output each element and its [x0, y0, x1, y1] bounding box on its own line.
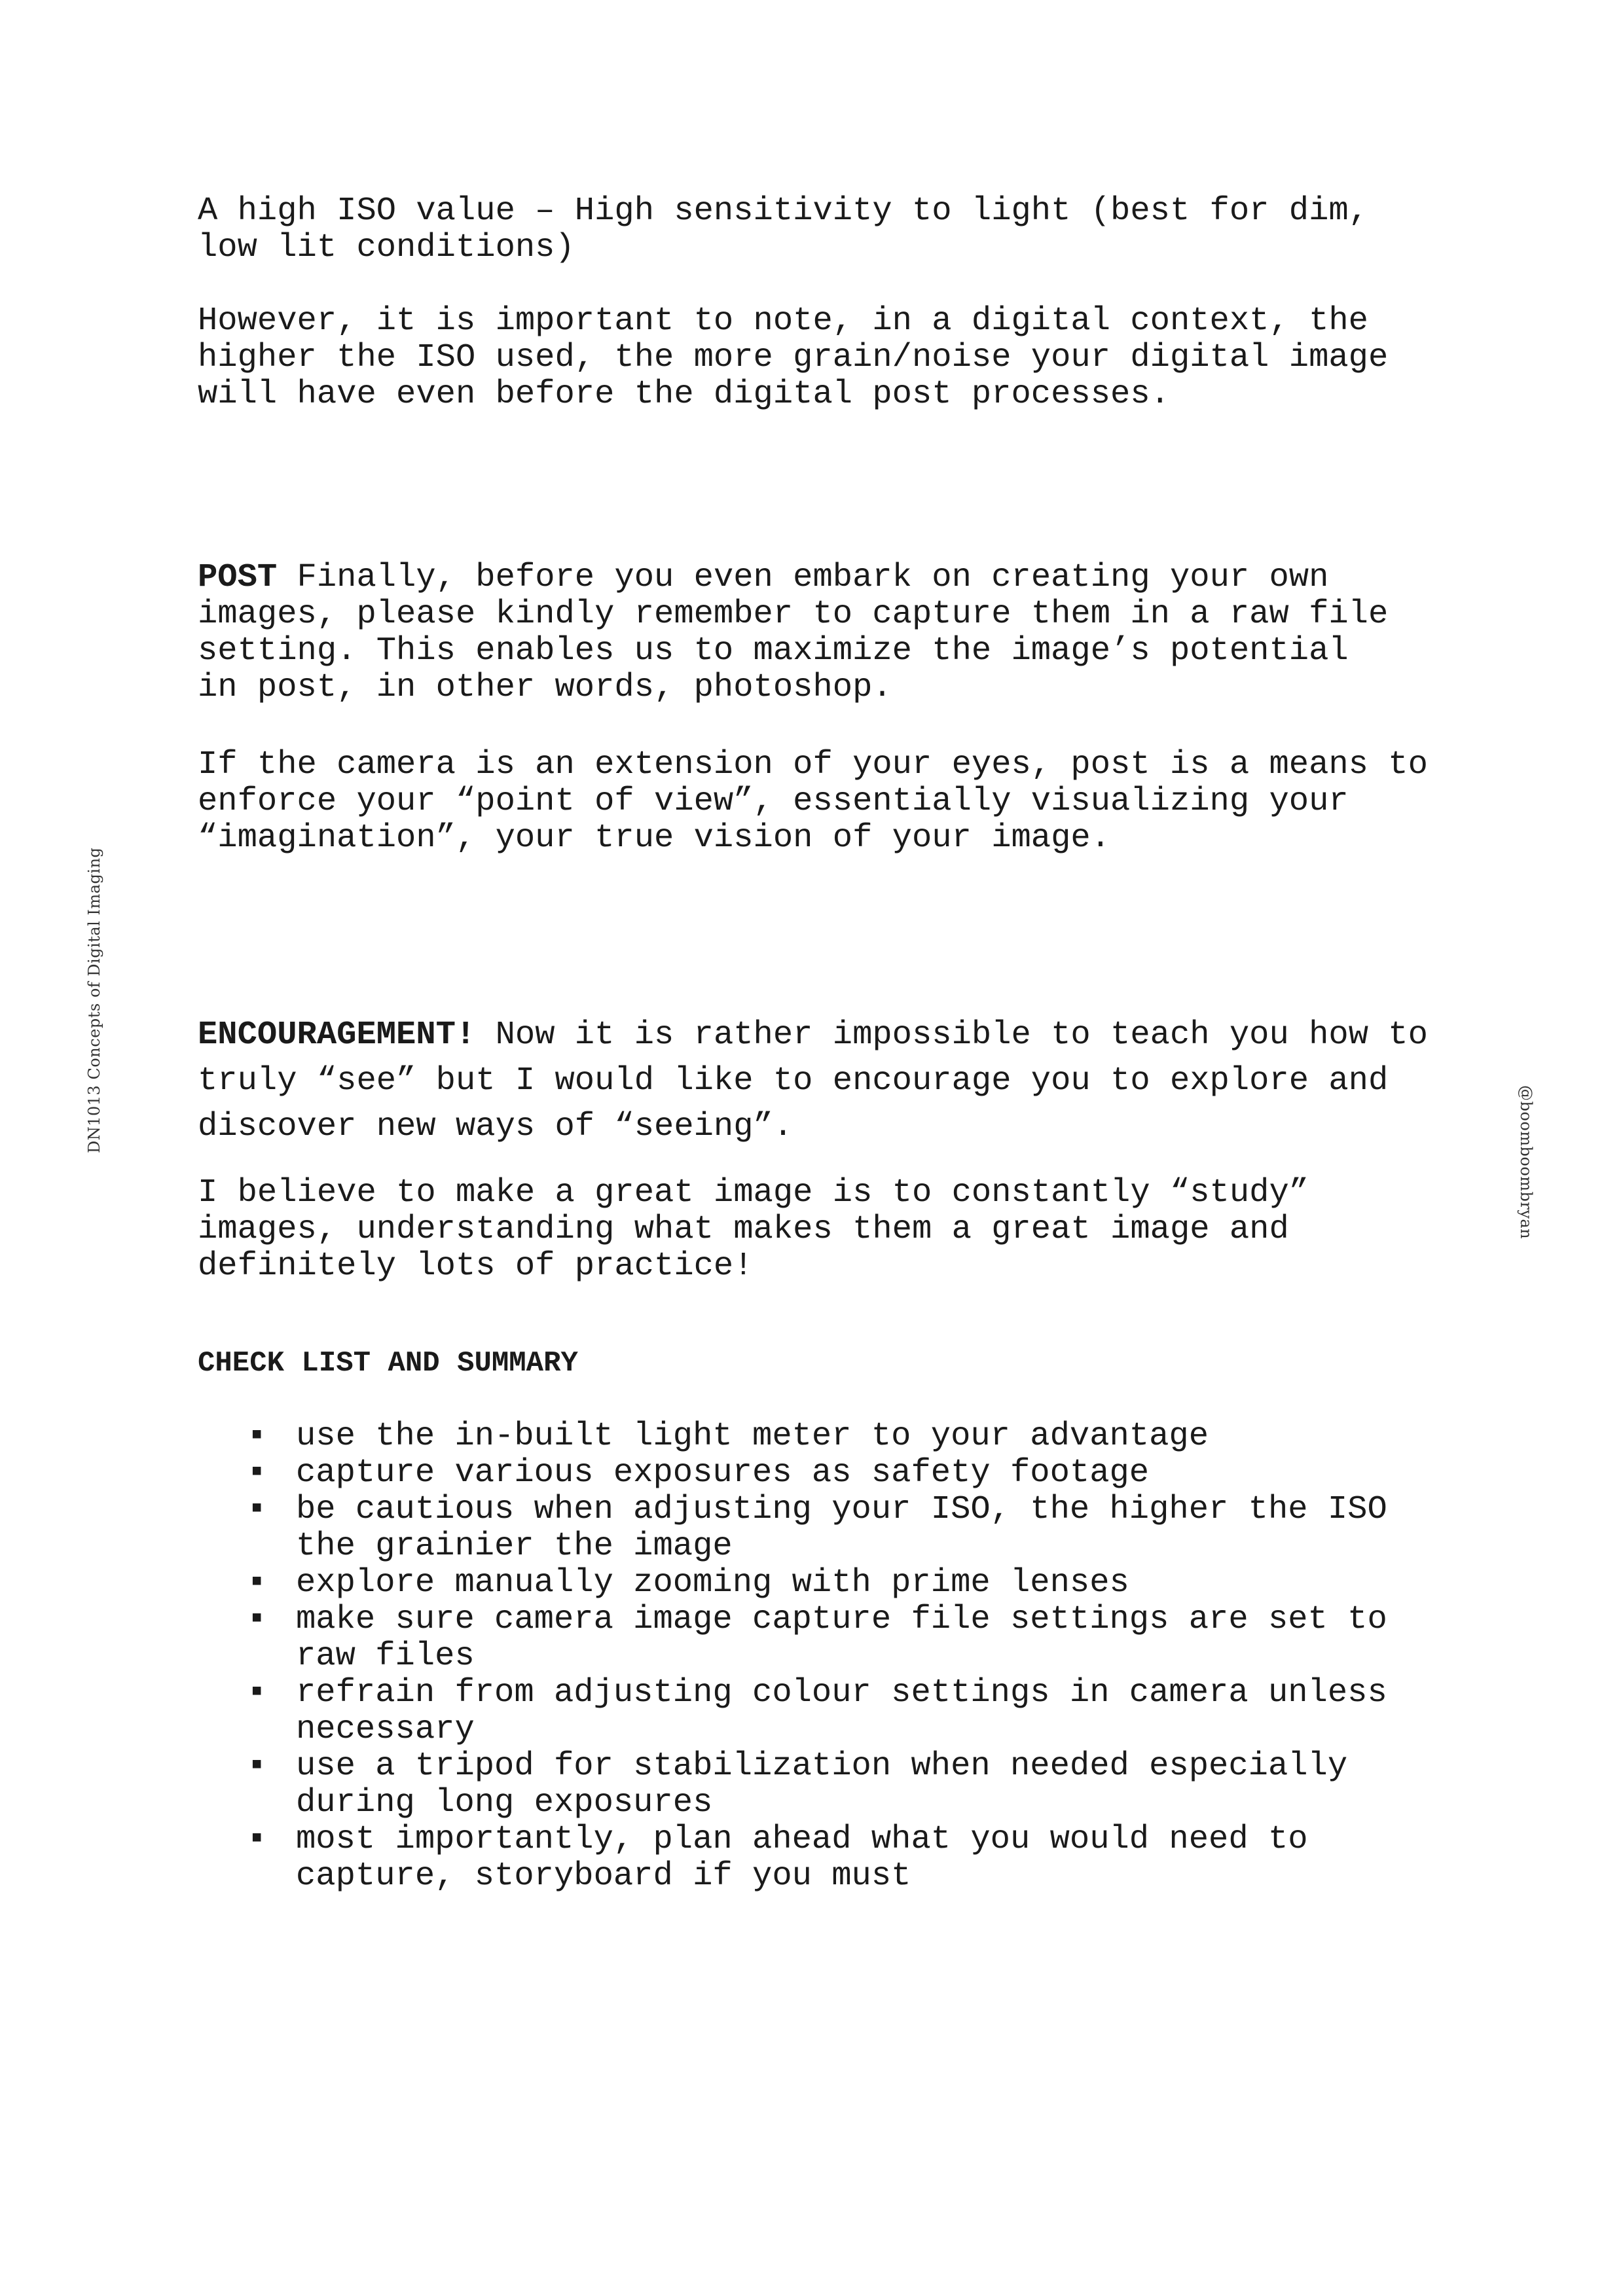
list-item	[247, 1491, 1442, 1565]
bullet-icon: ▪	[247, 1601, 267, 1638]
bullet-icon: ▪	[247, 1748, 267, 1785]
list-item	[247, 1601, 1442, 1675]
bullet-icon: ▪	[247, 1821, 267, 1858]
list-item	[247, 1748, 1442, 1821]
list-item-text: explore manually zooming with prime lenses	[296, 1564, 1129, 1602]
post-paragraph	[198, 560, 1442, 706]
encouragement-paragraph	[198, 1013, 1442, 1150]
bullet-icon: ▪	[247, 1674, 267, 1712]
list-item	[247, 1418, 1442, 1455]
bullet-icon: ▪	[247, 1491, 267, 1528]
list-item	[247, 1821, 1442, 1895]
high-iso-paragraph: A high ISO value – High sensitivity to light (best for dim, low lit conditions)	[198, 192, 1368, 266]
list-item-text: use the in-built light meter to your advantage	[296, 1418, 1209, 1455]
list-item	[247, 1674, 1442, 1748]
encouragement-heading: ENCOURAGEMENT!	[198, 1016, 476, 1054]
list-item-text: be cautious when adjusting your ISO, the higher the ISO the grainier the image	[296, 1491, 1387, 1565]
study-paragraph: I believe to make a great image is to constantly “study” images, understanding what makes them a great image and definitely lots of practice!	[198, 1174, 1309, 1285]
list-item	[247, 1564, 1442, 1602]
list-item-text: capture various exposures as safety footage	[296, 1454, 1150, 1492]
document-body	[198, 193, 1442, 1895]
post-body: Finally, before you even embark on creating your own images, please kindly remember to capture them in a raw file setting. This enables us to maximize the image’s potential in post, in other words, photoshop.	[198, 559, 1389, 706]
encouragement-body: Now it is rather impossible to teach you how to truly “see” but I would like to encourage you to explore and discover new ways of “seeing”.	[198, 1016, 1428, 1145]
checklist-heading: CHECK LIST AND SUMMARY	[198, 1347, 578, 1380]
list-item-text: refrain from adjusting colour settings in camera unless necessary	[296, 1674, 1387, 1748]
bullet-icon: ▪	[247, 1564, 267, 1602]
camera-extension-paragraph: If the camera is an extension of your eyes, post is a means to enforce your “point of view”, essentially visualizing your “imagination”, your true vision of your image.	[198, 746, 1428, 857]
author-handle-side-label: @boomboombryan	[1517, 1085, 1535, 1240]
course-title-side-label: DN1013 Concepts of Digital Imaging	[85, 847, 103, 1153]
list-item-text: most importantly, plan ahead what you would need to capture, storyboard if you must	[296, 1821, 1308, 1895]
bullet-icon: ▪	[247, 1418, 267, 1455]
post-heading: POST	[198, 559, 278, 596]
list-item-text: use a tripod for stabilization when needed especially during long exposures	[296, 1748, 1348, 1821]
checklist	[198, 1418, 1442, 1895]
bullet-icon: ▪	[247, 1454, 267, 1492]
iso-note-paragraph: However, it is important to note, in a digital context, the higher the ISO used, the more grain/noise your digital image will have even before the digital post processes.	[198, 302, 1389, 413]
list-item	[247, 1454, 1442, 1492]
list-item-text: make sure camera image capture file settings are set to raw files	[296, 1601, 1387, 1675]
